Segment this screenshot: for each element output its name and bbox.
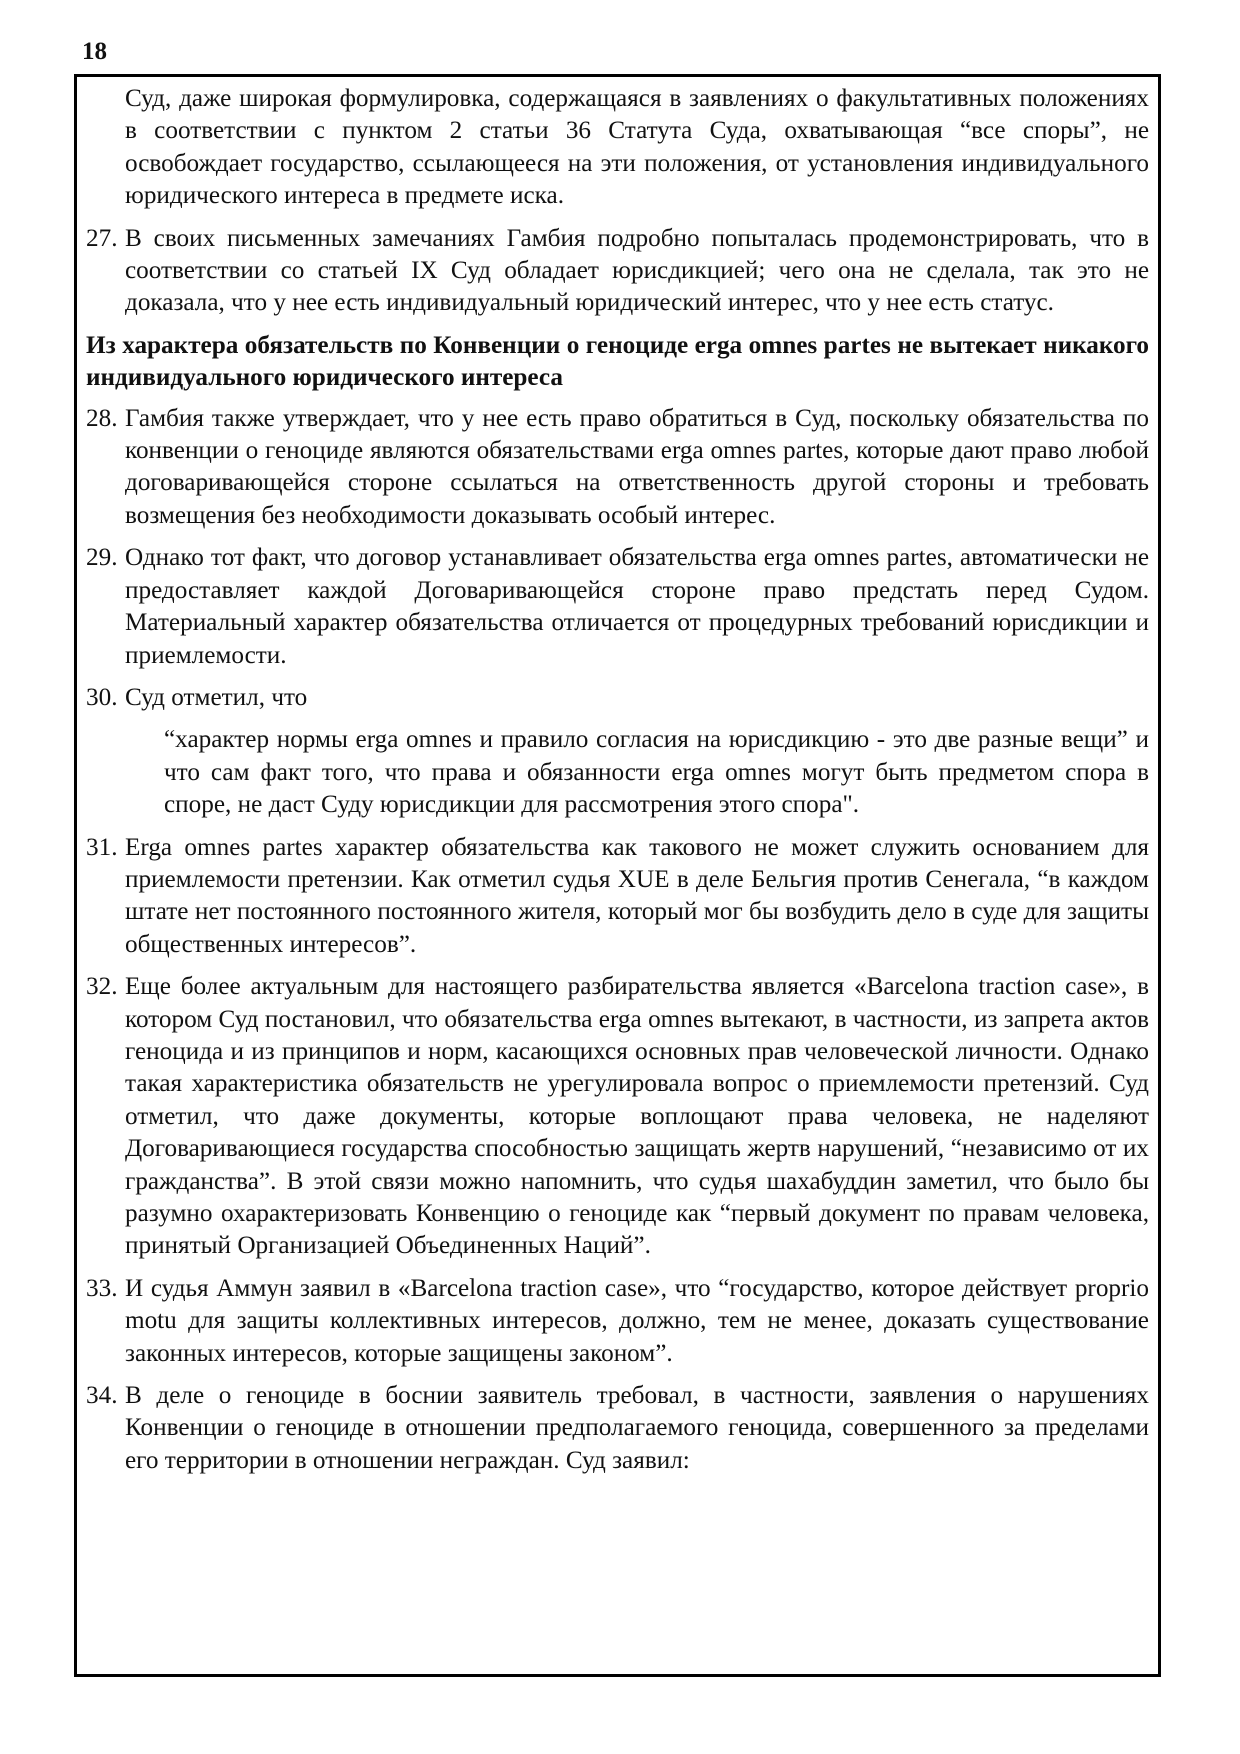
- paragraph-34: [86, 1380, 1149, 1477]
- paragraph-26-continuation: [86, 83, 1149, 213]
- paragraph-text: Еще более актуальным для настоящего разбирательства является «Barcelona traction case», в котором Суд постановил, что обязательства erga omnes вытекают, в частности, из запрета актов геноцида и из принципов и норм, касающихся основных прав человеческой личности. Однако такая характеристика обязательств не урегулировала вопрос о приемлемости претензий. Суд отметил, что даже документы, которые воплощают права человека, не наделяют Договаривающиеся государства способностью защищать жертв нарушений, “независимо от их гражданства”. В этой связи можно напомнить, что судья шахабуддин заметил, что было бы разумно охарактеризовать Конвенцию о геноциде как “первый документ по правам человека, принятый Организацией Объединенных Наций”.: [125, 973, 1149, 1260]
- paragraph-31: [86, 832, 1149, 962]
- paragraph-number: 28.: [86, 404, 118, 432]
- paragraph-number: 31.: [86, 833, 118, 861]
- paragraph-text: В своих письменных замечаниях Гамбия подробно попыталась продемонстрировать, что в соответствии со статьей IX Суд обладает юрисдикцией; чего она не сделала, так это не доказала, что у нее есть индивидуальный юридический интерес, что у нее есть статус.: [125, 224, 1149, 317]
- paragraph-number: 32.: [86, 973, 118, 1001]
- paragraph-27: [86, 223, 1149, 320]
- paragraph-text: Суд отметил, что: [125, 683, 308, 711]
- paragraph-text: И судья Аммун заявил в «Barcelona traction case», что “государство, которое действует proprio motu для защиты коллективных интересов, должно, тем не менее, доказать существование законных интересов, которые защищены законом”.: [125, 1274, 1149, 1367]
- paragraph-28: [86, 403, 1149, 533]
- paragraph-number: 27.: [86, 224, 118, 252]
- paragraph-text: Гамбия также утверждает, что у нее есть право обратиться в Суд, поскольку обязательства по конвенции о геноциде являются обязательствами erga omnes partes, которые дают право любой договаривающейся стороне ссылаться на ответственность другой стороны и требовать возмещения без необходимости доказывать особый интерес.: [125, 404, 1149, 529]
- block-quote: “характер нормы erga omnes и правило согласия на юрисдикцию - это две разные вещи” и что сам факт того, что права и обязанности erga omnes могут быть предметом спора в споре, не даст Суду юрисдикции для рассмотрения этого спора".: [164, 726, 1149, 819]
- paragraph-text: Однако тот факт, что договор устанавливает обязательства erga omnes partes, автоматически не предоставляет каждой Договаривающейся стороне право предстать перед Судом. Материальный характер обязательства отличается от процедурных требований юрисдикции и приемлемости.: [125, 544, 1149, 669]
- paragraph-30: [86, 682, 1149, 714]
- page-number: 18: [82, 38, 107, 65]
- paragraph-32: [86, 971, 1149, 1263]
- paragraph-number: 33.: [86, 1274, 118, 1302]
- paragraph-29: [86, 542, 1149, 672]
- paragraph-number: 29.: [86, 544, 118, 572]
- paragraph-text: Суд, даже широкая формулировка, содержащаяся в заявлениях о факультативных положениях в соответствии с пунктом 2 статьи 36 Статута Суда, охватывающая “все споры”, не освобождает государство, ссылающееся на эти положения, от установления индивидуального юридического интереса в предмете иска.: [125, 85, 1149, 210]
- paragraph-text: В деле о геноциде в боснии заявитель требовал, в частности, заявления о нарушениях Конвенции о геноциде в отношении предполагаемого геноцида, совершенного за пределами его территории в отношении неграждан. Суд заявил:: [125, 1382, 1149, 1474]
- paragraph-number: 34.: [86, 1382, 118, 1410]
- paragraph-number: 30.: [86, 683, 118, 711]
- paragraph-33: [86, 1273, 1149, 1370]
- section-heading: Из характера обязательств по Конвенции о геноциде erga omnes partes не вытекает никакого индивидуального юридического интереса: [86, 331, 1149, 392]
- paragraph-text: Erga omnes partes характер обязательства как такового не может служить основанием для приемлемости претензии. Как отметил судья XUE в деле Бельгия против Сенегала, “в каждом штате нет постоянного постоянного жителя, который мог бы возбудить дело в суде для защиты общественных интересов”.: [125, 833, 1149, 958]
- text-frame: [74, 74, 1161, 1677]
